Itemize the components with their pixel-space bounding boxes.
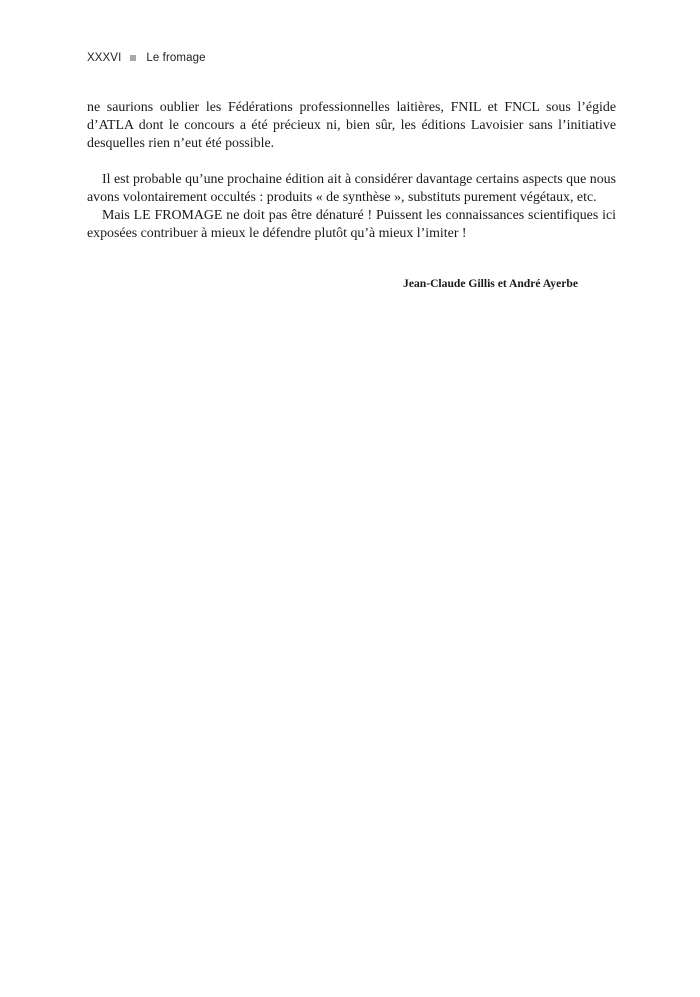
- page-number: XXXVI: [87, 52, 122, 64]
- running-title: Le fromage: [146, 52, 206, 64]
- paragraph-continuation: ne saurions oublier les Fédérations professionnelles laitières, FNIL et FNCL sous l’égide d’ATLA dont le concours a été précieux ni, bien sûr, les éditions Lavoisier sans l’initiative desquelles rien n’eut été possible.: [87, 100, 616, 151]
- separator-square-icon: [130, 55, 136, 61]
- body-text: [87, 99, 616, 243]
- paragraph-future-edition: Il est probable qu’une prochaine édition ait à considérer davantage certains aspects que nous avons volontairement occultés : produits « de synthèse », substituts purement végétaux, etc.: [87, 172, 616, 205]
- signature: Jean-Claude Gillis et André Ayerbe: [403, 277, 578, 290]
- running-head: [87, 52, 206, 64]
- paragraph-closing: Mais LE FROMAGE ne doit pas être dénaturé ! Puissent les connaissances scientifiques ici exposées contribuer à mieux le défendre plutôt qu’à mieux l’imiter !: [87, 208, 616, 241]
